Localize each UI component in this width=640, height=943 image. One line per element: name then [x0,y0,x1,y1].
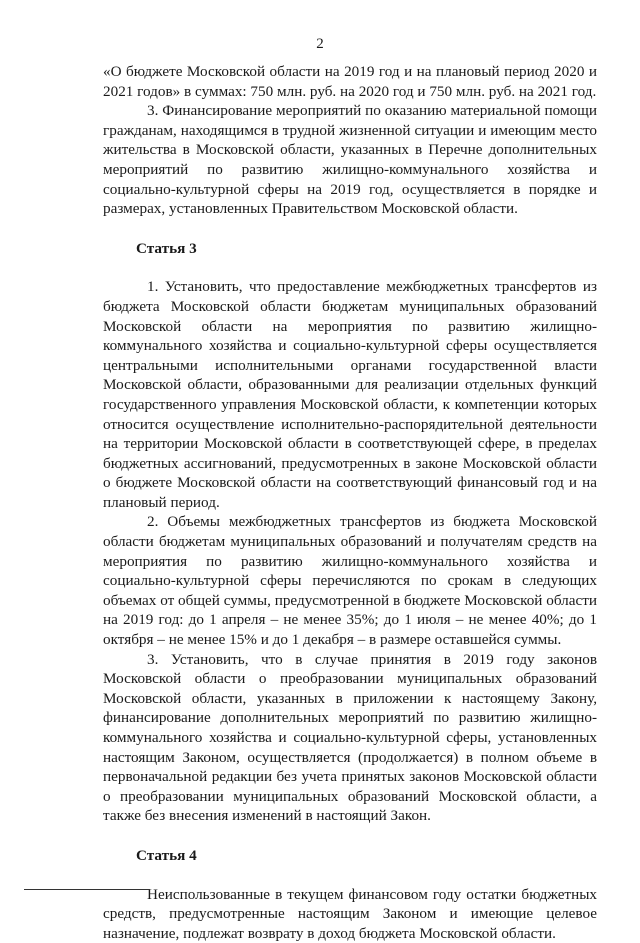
article-4-paragraph-1: Неиспользованные в текущем финансовом году остатки бюджетных средств, предусмотренные настоящим Законом и имеющие целевое назначение, подлежат возврату в доход бюджета Московской области. [103,885,597,942]
article-3-heading: Статья 3 [136,239,197,257]
paragraph-continuation: «О бюджете Московской области на 2019 год и на плановый период 2020 и 2021 годов» в суммах: 750 млн. руб. на 2020 год и 750 млн. руб. на 2021 год. [103,63,597,100]
article-3-paragraph-2: 2. Объемы межбюджетных трансфертов из бюджета Московской области бюджетам муниципальных образований и получателям средств на мероприятия по развитию жилищно-коммунального хозяйства и социально-культурной сферы перечисляются по срокам в следующих объемах от общей суммы, предусмотренной в бюджете Московской области на 2019 год: до 1 апреля – не менее 35%; до 1 июля – не менее 40%; до 1 октября – не менее 15% и до 1 декабря – в размере оставшейся суммы. [103,513,597,649]
article-3-paragraph-3: 3. Установить, что в случае принятия в 2019 году законов Московской области о преобразовании муниципальных образований Московской области, указанных в приложении к настоящему Закону, финансирование дополнительных мероприятий по развитию жилищно-коммунального хозяйства и социально-культурной сферы, установленных настоящим Законом, осуществляется (продолжается) в полном объеме в первоначальной редакции без учета принятых законов Московской области о преобразовании муниципальных образований Московской области, а также без внесения изменений в настоящий Закон. [103,650,597,825]
article-3-paragraph-1: 1. Установить, что предоставление межбюджетных трансфертов из бюджета Московской области бюджетам муниципальных образований Московской области на мероприятия по развитию жилищно-коммунального хозяйства и социально-культурной сферы осуществляется центральными исполнительными органами государственной власти Московской области, образованными для реализации отдельных функций государственного управления Московской области, к компетенции которых относится осуществление исполнительно-распорядительной деятельности на территории Московской области в соответствующей сфере, в пределах бюджетных ассигнований, предусмотренных в законе Московской области о бюджете Московской области на соответствующий финансовый год и на плановый период. [103,278,597,511]
document-body [103,62,597,943]
footnote-divider [24,889,150,890]
paragraph-item-3-financing: 3. Финансирование мероприятий по оказанию материальной помощи гражданам, находящимся в трудной жизненной ситуации и имеющим место жительства в Московской области, указанных в Перечне дополнительных мероприятий по развитию жилищно-коммунального хозяйства и социально-культурной сферы на 2019 год, осуществляется в порядке и размерах, установленных Правительством Московской области. [103,102,597,218]
page-number: 2 [316,36,324,52]
article-4-heading: Статья 4 [136,846,197,864]
